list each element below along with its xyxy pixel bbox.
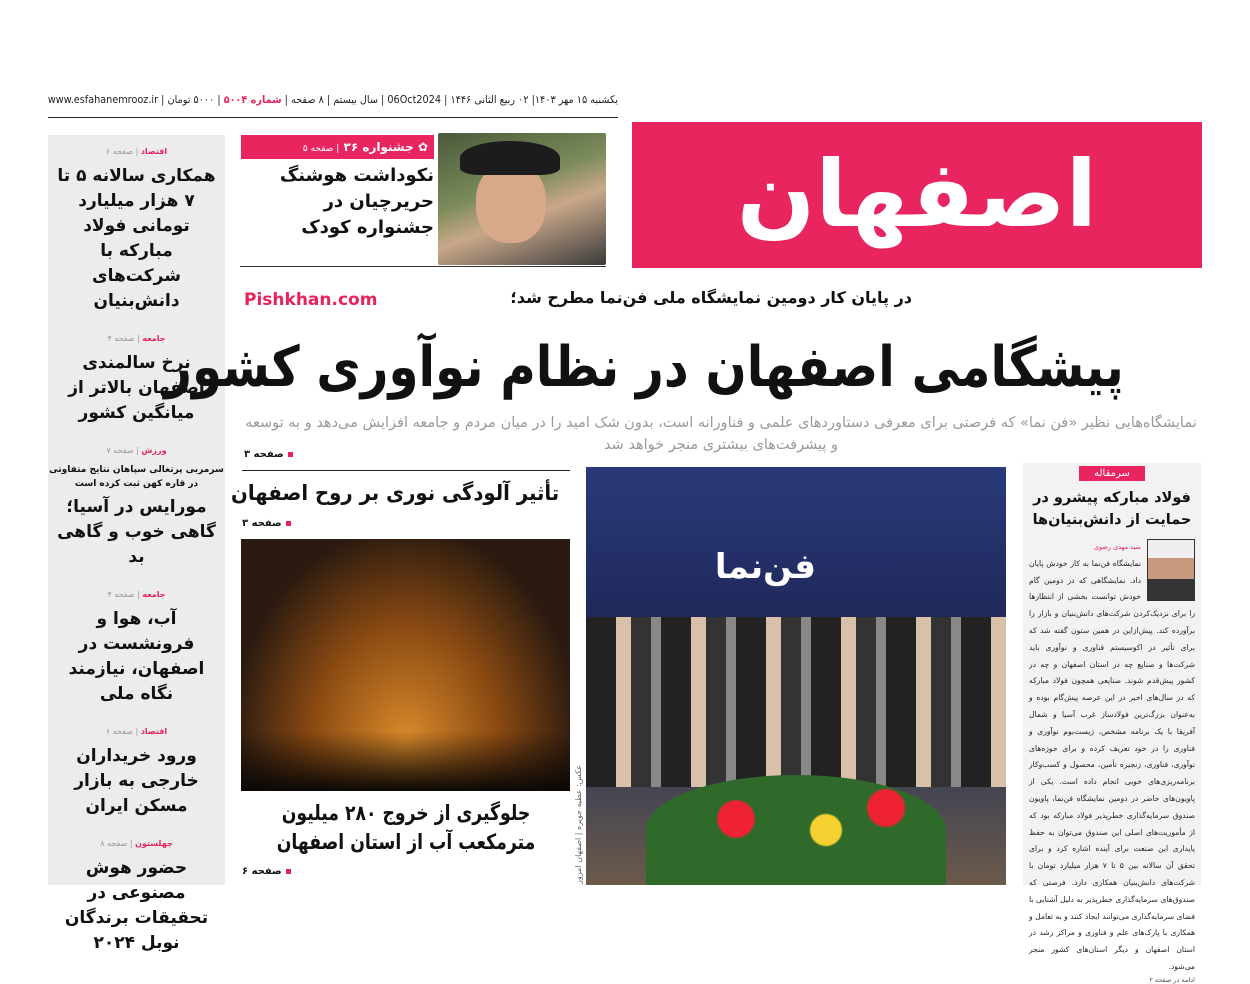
section-label: جامعه	[142, 590, 166, 599]
sidebar-story[interactable]: اقتصاد | صفحه ۶ ورود خریداران خارجی به بازار مسکن ایران	[48, 727, 225, 819]
teaser-title: نکوداشت هوشنگ حریرچیان در جشنواره کودک	[279, 165, 434, 238]
story-title-text: تأثیر آلودگی نوری بر روح اصفهان	[230, 481, 559, 505]
dateline-price-site: | ۵۰۰۰ تومان | www.esfahanemrooz.ir	[47, 94, 221, 106]
sidebar-news-list	[48, 135, 225, 953]
section-label: چهلستون	[135, 839, 173, 848]
page-ref: صفحه ۷	[106, 446, 134, 455]
photo-banner-text: فن‌نما	[714, 547, 816, 587]
festival-icon: ✿	[413, 140, 428, 154]
watermark: Pishkhan.com	[244, 290, 378, 310]
middle-column	[230, 470, 570, 879]
dateline-text	[48, 94, 618, 106]
editorial-tag: سرمقاله	[1079, 466, 1145, 481]
story-title: حضور هوش مصنوعی در تحقیقات برندگان نوبل ۲۰۲۴	[64, 858, 209, 953]
story-title-text: جلوگیری از خروج ۲۸۰ میلیون مترمکعب آب از استان اصفهان	[276, 801, 536, 854]
dateline	[48, 94, 618, 118]
teaser-tag-label: جشنواره ۳۶	[343, 140, 414, 154]
page-ref: | صفحه ۵	[302, 144, 340, 154]
divider	[242, 470, 570, 471]
section-label: جامعه	[142, 334, 166, 343]
page-ref: صفحه ۴	[107, 334, 135, 343]
author-name: سید مهدی رضوی	[1093, 543, 1141, 551]
main-headline-text: پیشگامی اصفهان در نظام نوآوری کشور	[164, 335, 1124, 400]
continued-ref: ادامه در صفحه ۲	[1149, 975, 1195, 984]
section-label: ورزش	[141, 446, 167, 455]
author-photo	[1147, 539, 1195, 601]
story-title[interactable]	[230, 477, 570, 509]
page-ref: صفحه ۴	[107, 590, 135, 599]
page-ref: صفحه ۶	[105, 727, 134, 736]
story-title[interactable]	[242, 799, 570, 857]
story-title: آب، هوا و فرونشست در اصفهان، نیازمند نگاه ملی	[68, 609, 205, 704]
main-photo	[586, 467, 1006, 885]
page-ref: صفحه ۶	[105, 147, 134, 156]
page-ref: صفحه ۶	[242, 866, 291, 877]
sidebar-story[interactable]: جامعه | صفحه ۴ نرخ سالمندی اصفهان بالاتر از میانگین کشور	[48, 334, 225, 426]
story-title: مورایس در آسیا؛ گاهی خوب و گاهی بد	[57, 497, 216, 567]
teaser-photo	[438, 133, 606, 265]
newspaper-logo: اصفهان	[632, 122, 1202, 268]
section-label: اقتصاد	[140, 147, 168, 156]
page-ref: صفحه ۳	[244, 448, 293, 462]
dateline-date: یکشنبه ۱۵ مهر ۱۴۰۳| ۰۲ ربیع الثانی ۱۴۴۶ | 06Oct2024 | سال بیستم | ۸ صفحه |	[284, 94, 618, 106]
supertitle: در پایان کار دومین نمایشگاه ملی فن‌نما مطرح شد؛	[510, 288, 912, 307]
issue-number: شماره ۵۰۰۴	[223, 94, 282, 106]
editorial-text: نمایشگاه فن‌نما به کار خودش پایان داد. نمایشگاهی که در دومین گام خودش توانست بخشی از انتظارها را برای نزدیک‌کردن شرکت‌های دانش‌بنیان و بازار را برآورده کند. پیش‌ازاین در همین ستون گفته شد که برای تأثیر در اکوسیستم فناوری و نوآوری باید شرکت‌ها و صنایع چه در استان اصفهان و چه در کشور پیش‌قدم شوند. صنایعی همچون فولاد مبارکه که در سال‌های اخیر در این عرصه پیش‌گام بوده و به‌عنوان بزرگ‌ترین فولادساز غرب آسیا و شمال آفریقا با یک برنامه مشخص، زیست‌بوم نوآوری و فناوری را در خود تعریف کرده و برای حوزه‌های نوآوری، فناوری، زنجیره تأمین، محصول و کسب‌وکار برنامه‌ریزی‌های خوبی انجام داده است. یکی از پاویون‌های حاضر در دومین نمایشگاه فن‌نما، پاویون صندوق سرمایه‌گذاری خطرپذیر فولاد مبارکه بود که از مأموریت‌های اصلی این صندوق می‌توان به حفظ پایداری این صنعت برای آینده اشاره کرد و برای تحقق آن سالانه بین ۵ تا ۷ هزار میلیارد تومان با شرکت‌های دانش‌بنیان همکاری دارد. فرصتی که صندوق‌های سرمایه‌گذاری خطرپذیر به دلیل آشنایی با فضای سرمایه‌گذاری می‌توانند ایجاد کنند و به تعامل و همکاری با پارک‌های علم و فناوری و مراکز رشد در استان اصفهان و دیگر استان‌های کشور منجر می‌شود.	[1029, 558, 1195, 971]
story-title: ورود خریداران خارجی به بازار مسکن ایران	[74, 746, 199, 816]
teaser-story[interactable]	[240, 133, 606, 267]
editorial-column	[1023, 463, 1201, 984]
sidebar-story[interactable]: اقتصاد | صفحه ۶ همکاری سالانه ۵ تا ۷ هزار میلیارد تومانی فولاد مبارکه با شرکت‌های دانش‌بنیان	[48, 147, 225, 314]
story-title: همکاری سالانه ۵ تا ۷ هزار میلیارد تومانی فولاد مبارکه با شرکت‌های دانش‌بنیان	[57, 166, 216, 311]
sidebar-story[interactable]: چهلستون | صفحه ۸ حضور هوش مصنوعی در تحقیقات برندگان نوبل ۲۰۲۴	[48, 839, 225, 956]
editorial-title[interactable]: فولاد مبارکه پیشرو در حمایت از دانش‌بنیان‌ها	[1032, 490, 1192, 528]
page-ref: صفحه ۸	[100, 839, 128, 848]
night-city-photo	[241, 539, 570, 791]
editorial-body	[1029, 539, 1195, 976]
section-label: اقتصاد	[140, 727, 168, 736]
story-title: نرخ سالمندی اصفهان بالاتر از میانگین کشور	[68, 353, 205, 423]
teaser-tag	[241, 135, 434, 159]
page-ref: صفحه ۳	[242, 518, 291, 529]
story-subtitle: سرمربی پرتغالی سپاهان نتایج متفاوتی در قاره کهن ثبت کرده است	[49, 465, 224, 489]
photo-credit: عکس: عطیه جویره | اصفهان امروز	[574, 764, 583, 884]
sidebar-story[interactable]: جامعه | صفحه ۴ آب، هوا و فرونشست در اصفهان، نیازمند نگاه ملی	[48, 590, 225, 707]
sidebar-story[interactable]: ورزش | صفحه ۷ سرمربی پرتغالی سپاهان نتایج متفاوتی در قاره کهن ثبت کرده است مورایس در آسیا؛ گاهی خوب و گاهی بد	[48, 446, 225, 570]
lead-paragraph: نمایشگاه‌هایی نظیر «فن نما» که فرصتی برای معرفی دستاوردهای علمی و فناورانه است، بدون شک امید را در میان مردم و جامعه افزایش می‌دهد و به توسعه و پیشرفت‌های بیشتری منجر خواهد شد	[245, 415, 1197, 453]
main-headline[interactable]	[164, 328, 1200, 408]
